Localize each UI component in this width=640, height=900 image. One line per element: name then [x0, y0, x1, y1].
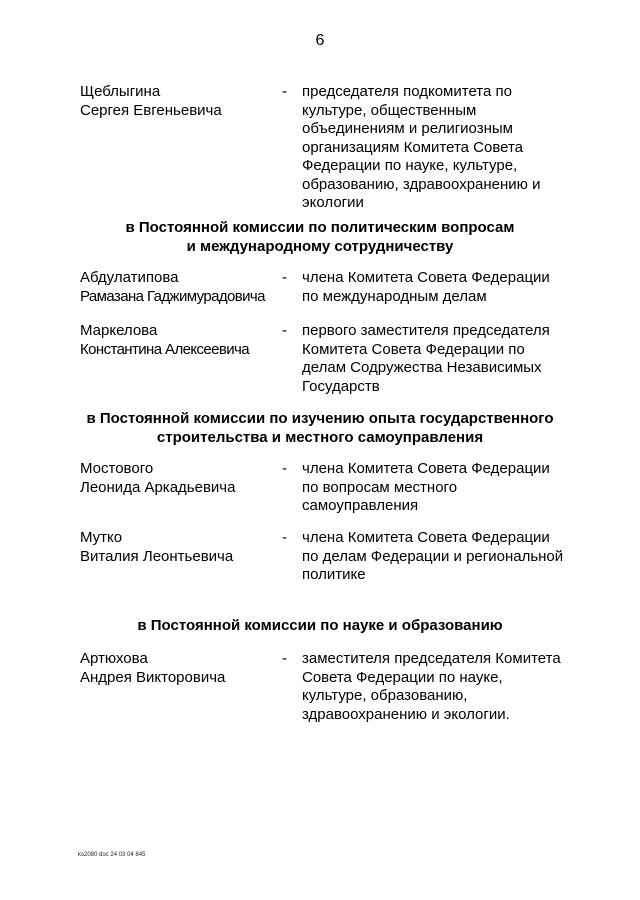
position-line: объединениям и религиозным: [302, 120, 513, 137]
surname: Артюхова: [80, 650, 148, 667]
commission-heading-state-building: [40, 410, 600, 447]
given-names: Константина Алексеевича: [80, 340, 249, 358]
given-names: Виталия Леонтьевича: [80, 547, 234, 565]
surname: Мостового: [80, 460, 154, 477]
position-line: по международным делам: [302, 287, 487, 305]
commission-heading-political: [40, 219, 600, 256]
position-line: делам Содружества Независимых: [302, 359, 542, 376]
surname: Маркелова: [80, 322, 158, 339]
commission-heading-science: [40, 617, 600, 636]
page-number: 6: [315, 32, 325, 49]
position-line: Государств: [302, 377, 380, 395]
given-names: Рамазана Гаджимурадовича: [80, 287, 265, 305]
person-name: [80, 460, 280, 497]
position-line: культуре, образованию,: [302, 687, 468, 704]
person-name: [80, 83, 280, 120]
position-description: [302, 322, 600, 396]
surname: Абдулатипова: [80, 269, 179, 286]
position-line: члена Комитета Совета Федерации: [302, 460, 550, 477]
position-line: председателя подкомитета по: [302, 83, 512, 100]
surname: Мутко: [80, 529, 123, 546]
document-footer-code: ks2080 doc 24 03 04 845: [78, 852, 146, 858]
position-line: культуре, общественным: [302, 101, 477, 119]
position-line: Федерации по науке, культуре,: [302, 157, 518, 174]
position-line: первого заместителя председателя: [302, 322, 550, 339]
person-name: [80, 322, 280, 359]
person-name: [80, 269, 280, 306]
heading-line: в Постоянной комиссии по политическим вопросам: [125, 219, 515, 236]
position-line: здравоохранению и экологии.: [302, 705, 510, 723]
given-names: Сергея Евгеньевича: [80, 101, 222, 119]
heading-line: в Постоянной комиссии по изучению опыта государственного: [86, 410, 554, 427]
heading-line: строительства и местного самоуправления: [156, 428, 484, 446]
position-description: [302, 269, 600, 306]
position-line: организациям Комитета Совета: [302, 138, 524, 156]
given-names: Андрея Викторовича: [80, 668, 226, 686]
heading-line: и международному сотрудничеству: [186, 237, 454, 255]
position-line: самоуправления: [302, 497, 419, 514]
position-line: заместителя председателя Комитета: [302, 650, 561, 667]
position-line: по делам Федерации и региональной: [302, 547, 564, 565]
position-line: члена Комитета Совета Федерации: [302, 269, 550, 286]
position-description: [302, 529, 600, 585]
dash-separator: -: [282, 529, 287, 546]
position-line: по вопросам местного: [302, 478, 458, 496]
person-name: [80, 529, 280, 566]
dash-separator: -: [282, 650, 287, 667]
position-line: Совета Федерации по науке,: [302, 668, 503, 686]
heading-line: в Постоянной комиссии по науке и образованию: [137, 617, 503, 634]
position-description: [302, 650, 600, 724]
position-line: Комитета Совета Федерации по: [302, 340, 525, 358]
person-name: [80, 650, 280, 687]
position-line: члена Комитета Совета Федерации: [302, 529, 550, 546]
given-names: Леонида Аркадьевича: [80, 478, 236, 496]
position-line: политике: [302, 566, 366, 583]
surname: Щеблыгина: [80, 83, 161, 100]
dash-separator: -: [282, 83, 287, 100]
dash-separator: -: [282, 269, 287, 286]
dash-separator: -: [282, 322, 287, 339]
position-line: образованию, здравоохранению и: [302, 175, 541, 193]
position-line: экологии: [302, 194, 364, 211]
position-description: [302, 460, 600, 516]
dash-separator: -: [282, 460, 287, 477]
position-description: [302, 83, 600, 213]
